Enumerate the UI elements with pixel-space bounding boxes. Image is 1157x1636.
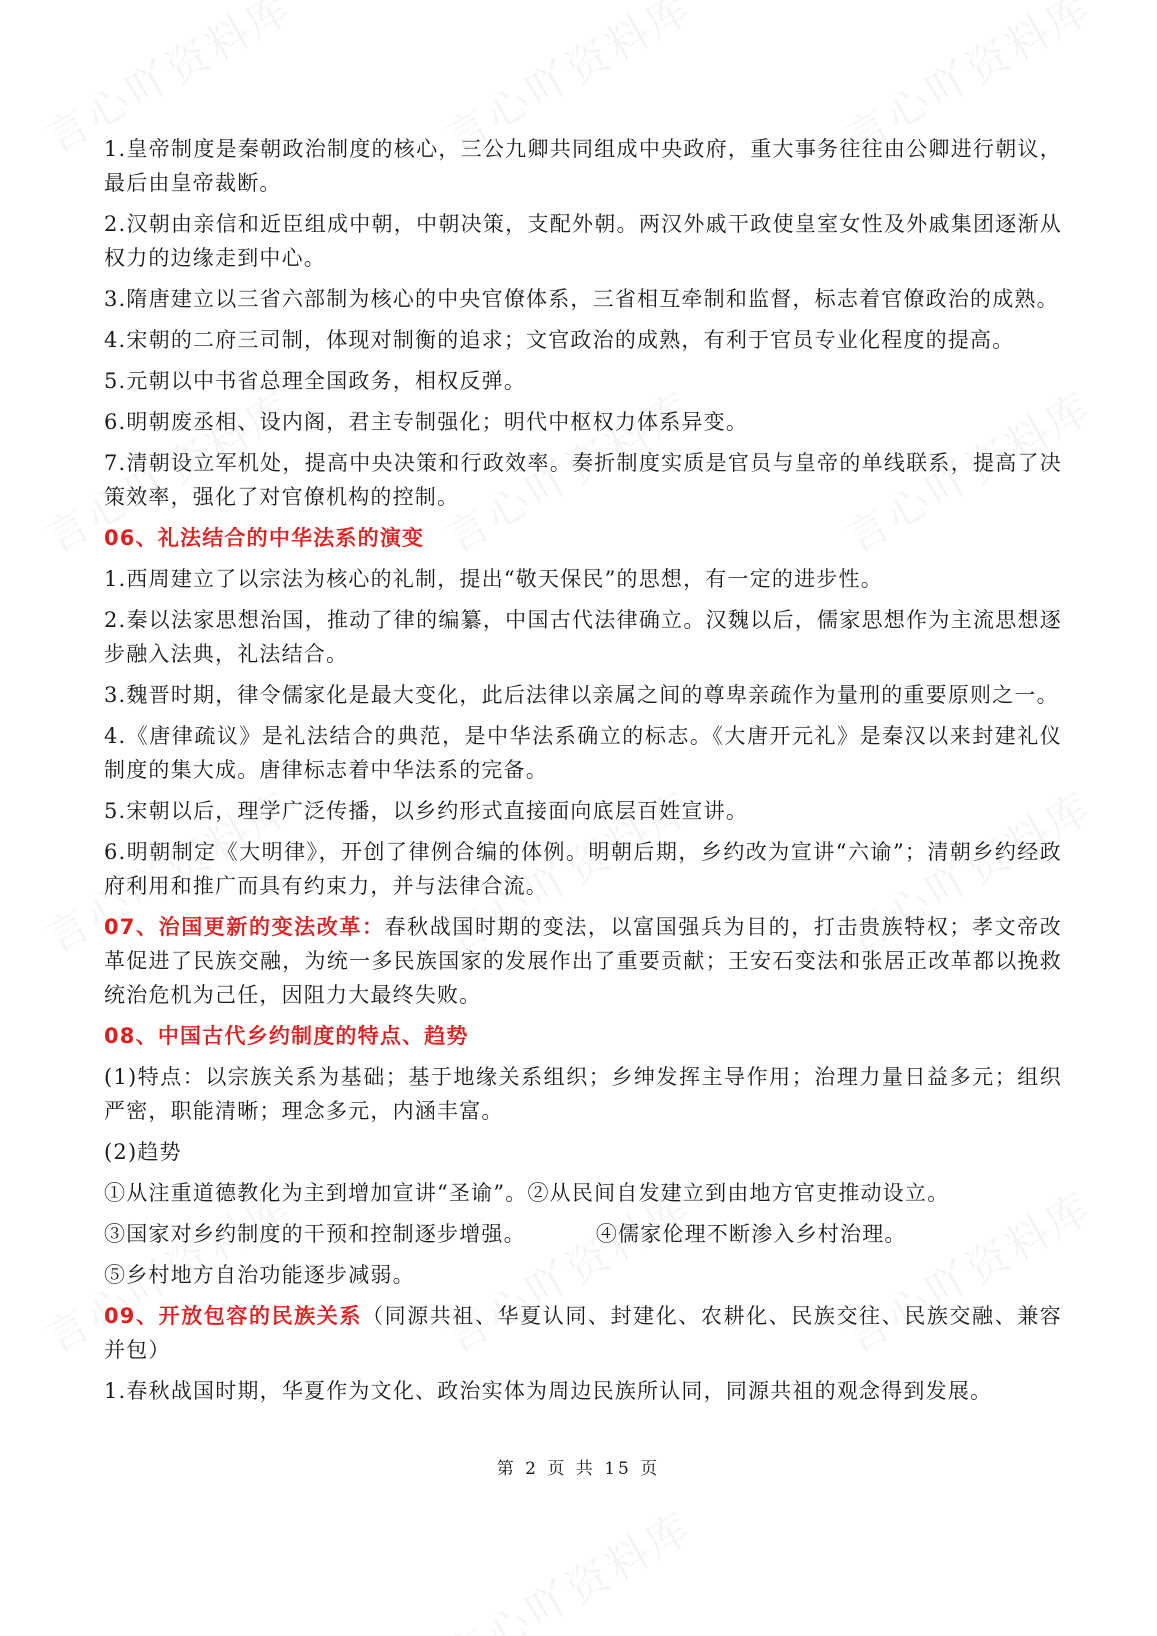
paragraph: 5.元朝以中书省总理全国政务，相权反弹。 [104, 369, 527, 393]
paragraph-row [104, 1217, 1062, 1251]
list-item: ④儒家伦理不断渗入乡村治理。 [595, 1222, 907, 1246]
paragraph: 6.明朝废丞相、设内阁，君主专制强化；明代中枢权力体系异变。 [104, 410, 749, 434]
paragraph: 1.春秋战国时期，华夏作为文化、政治实体为周边民族所认同，同源共祖的观念得到发展。 [104, 1379, 993, 1403]
section-07 [104, 910, 1062, 1012]
section-heading-06 [104, 521, 1062, 555]
paragraph: 1.皇帝制度是秦朝政治制度的核心，三公九卿共同组成中央政府，重大事务往往由公卿进行朝议，最后由皇帝裁断。 [104, 137, 1062, 195]
document-body [104, 132, 1062, 1415]
section-heading-08 [104, 1019, 1062, 1053]
watermark [433, 1495, 702, 1636]
section-heading-text: 09、开放包容的民族关系 [104, 1304, 362, 1328]
section-09 [104, 1299, 1062, 1367]
paragraph: 4.宋朝的二府三司制，体现对制衡的追求；文官政治的成熟，有利于官员专业化程度的提高。 [104, 328, 1015, 352]
section-body-text: （同源共祖、华夏认同、封建化、农耕化、民族交往、民族交融、兼容并包） [104, 1304, 1062, 1362]
paragraph: 3.魏晋时期，律令儒家化是最大变化，此后法律以亲属之间的尊卑亲疏作为量刑的重要原则之一。 [104, 683, 1059, 707]
paragraph: 5.宋朝以后，理学广泛传播，以乡约形式直接面向底层百姓宣讲。 [104, 799, 749, 823]
page-footer: 第 2 页 共 15 页 [496, 1459, 661, 1479]
paragraph: ⑤乡村地方自治功能逐步减弱。 [104, 1263, 415, 1287]
paragraph: 4.《唐律疏议》是礼法结合的典范，是中华法系确立的标志。《大唐开元礼》是秦汉以来封建礼仪制度的集大成。唐律标志着中华法系的完备。 [104, 724, 1062, 782]
paragraph: 3.隋唐建立以三省六部制为核心的中央官僚体系，三省相互牵制和监督，标志着官僚政治的成熟。 [104, 287, 1059, 311]
section-heading-text: 06、礼法结合的中华法系的演变 [104, 526, 425, 550]
section-heading-text: 08、中国古代乡约制度的特点、趋势 [104, 1024, 469, 1048]
paragraph: ①从注重道德教化为主到增加宣讲“圣谕”。②从民间自发建立到由地方官吏推动设立。 [104, 1181, 950, 1205]
paragraph: 7.清朝设立军机处，提高中央决策和行政效率。奏折制度实质是官员与皇帝的单线联系，提高了决策效率，强化了对官僚机构的控制。 [104, 451, 1062, 509]
section-heading-text: 07、治国更新的变法改革： [104, 915, 385, 939]
list-item: ③国家对乡约制度的干预和控制逐步增强。 [104, 1222, 526, 1246]
paragraph: 1.西周建立了以宗法为核心的礼制，提出“敬天保民”的思想，有一定的进步性。 [104, 567, 883, 591]
paragraph: 2.秦以法家思想治国，推动了律的编纂，中国古代法律确立。汉魏以后，儒家思想作为主流思想逐步融入法典，礼法结合。 [104, 608, 1062, 666]
paragraph: 2.汉朝由亲信和近臣组成中朝，中朝决策，支配外朝。两汉外戚干政使皇室女性及外戚集团逐渐从权力的边缘走到中心。 [104, 212, 1062, 270]
paragraph: (1)特点：以宗族关系为基础；基于地缘关系组织；乡绅发挥主导作用；治理力量日益多元；组织严密，职能清晰；理念多元，内涵丰富。 [104, 1065, 1062, 1123]
section-body-text: 春秋战国时期的变法，以富国强兵为目的，打击贵族特权；孝文帝改革促进了民族交融，为统一多民族国家的发展作出了重要贡献；王安石变法和张居正改革都以挽救统治危机为己任，因阻力大最终失败。 [104, 915, 1062, 1007]
paragraph: 6.明朝制定《大明律》，开创了律例合编的体例。明朝后期，乡约改为宣讲“六谕”；清朝乡约经政府利用和推广而具有约束力，并与法律合流。 [104, 840, 1062, 898]
paragraph: (2)趋势 [104, 1140, 182, 1164]
